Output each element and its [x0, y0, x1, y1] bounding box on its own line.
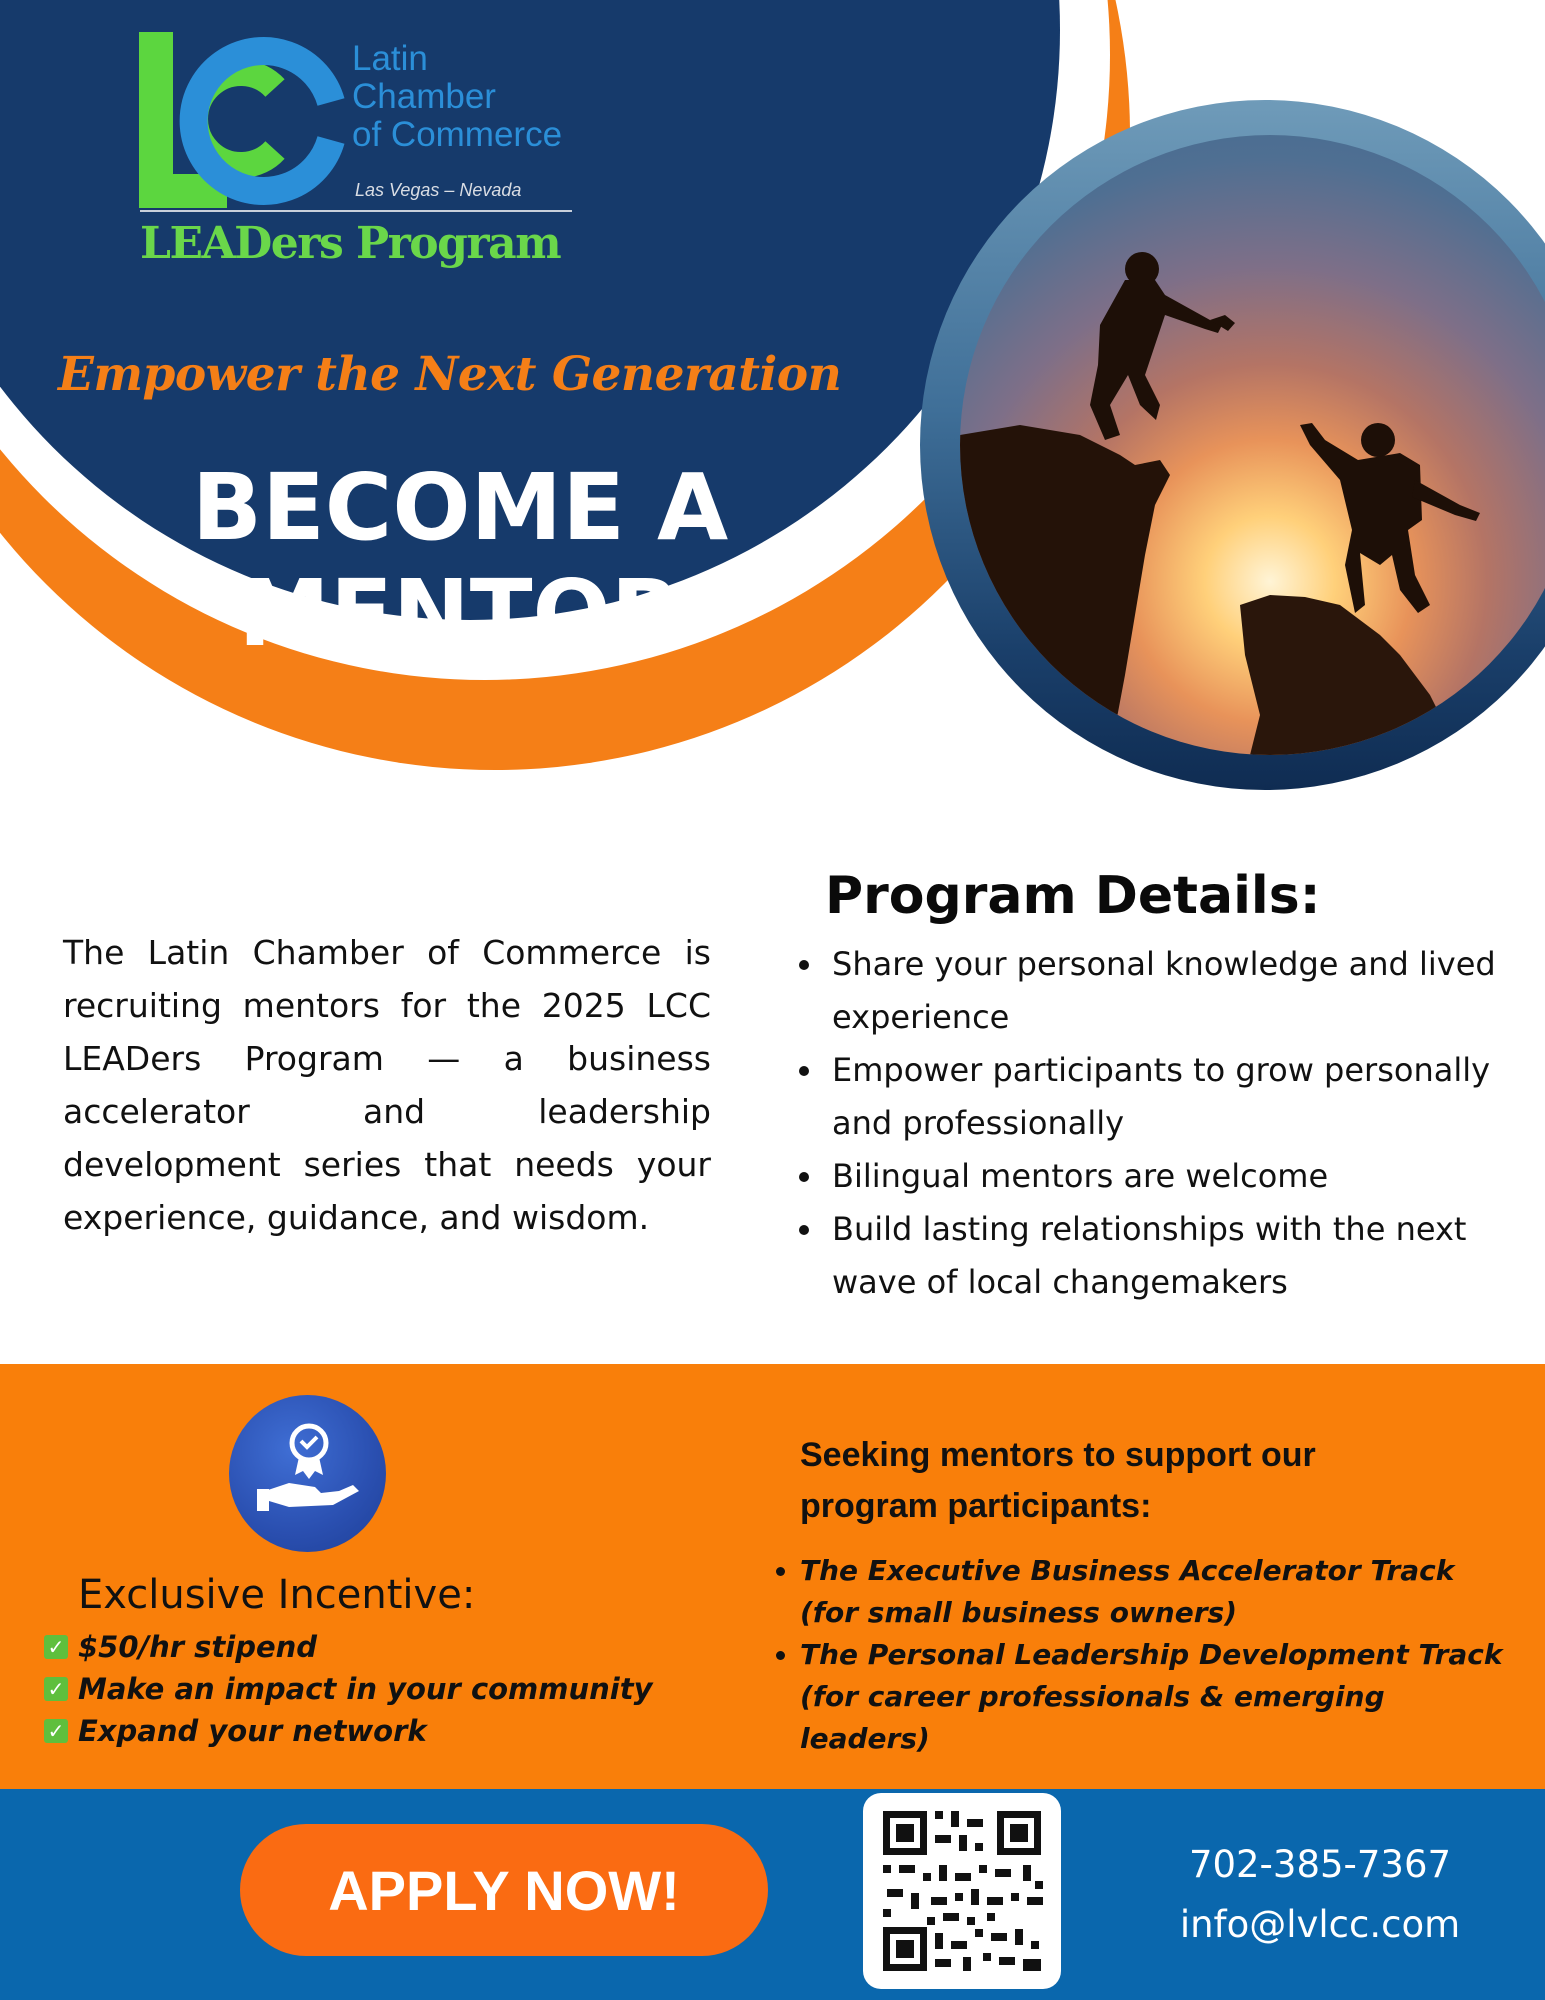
apply-now-button[interactable]: APPLY NOW! — [240, 1824, 768, 1956]
seeking-heading: Seeking mentors to support our program participants: — [800, 1436, 1316, 1525]
list-item: • Empower participants to grow personally and professionally — [826, 1044, 1526, 1150]
award-hand-glyph — [229, 1395, 386, 1552]
logo-location: Las Vegas – Nevada — [355, 180, 522, 200]
contact-email[interactable]: info@lvlcc.com — [1179, 1903, 1461, 1946]
list-item: • The Personal Leadership Development Track (for career professionals & emerging leaders) — [800, 1634, 1520, 1760]
logo-line-3: of Commerce — [352, 115, 563, 154]
checkmark-icon: ✓ — [44, 1719, 68, 1743]
program-details-heading: Program Details: — [825, 866, 1321, 926]
incentive-text: $50/hr stipend — [78, 1630, 318, 1664]
award-hand-icon — [229, 1395, 386, 1552]
qr-code[interactable] — [863, 1793, 1061, 1989]
logo-divider — [140, 210, 572, 212]
logo-org-name — [352, 40, 562, 154]
checkmark-icon: ✓ — [44, 1677, 68, 1701]
lcc-logo-mark — [135, 28, 353, 213]
climbers-helping-hand-photo — [960, 135, 1545, 755]
list-item: • The Executive Business Accelerator Track (for small business owners) — [800, 1550, 1520, 1634]
list-item: • Share your personal knowledge and lived experience — [826, 938, 1526, 1044]
list-item: • Build lasting relationships with the next wave of local changemakers — [826, 1203, 1526, 1309]
incentive-text: Expand your network — [78, 1714, 427, 1748]
contact-phone[interactable]: 702-385-7367 — [1188, 1843, 1452, 1886]
list-item — [44, 1626, 653, 1668]
logo-line-2: Chamber — [352, 77, 496, 116]
headline-line-1: BECOME A — [191, 454, 729, 561]
headline-line-2: MENTOR — [238, 560, 682, 667]
qr-code-icon — [863, 1793, 1061, 1989]
tracks-list — [764, 1550, 1520, 1760]
program-name: LEADers Program — [140, 218, 561, 269]
incentive-text: Make an impact in your community — [78, 1672, 653, 1706]
list-item — [44, 1710, 653, 1752]
incentive-heading: Exclusive Incentive: — [78, 1572, 476, 1618]
incentive-list — [44, 1626, 653, 1752]
logo-line-1: Latin — [352, 39, 428, 78]
checkmark-icon: ✓ — [44, 1635, 68, 1659]
contact-footer — [0, 1789, 1545, 2000]
page-title — [120, 455, 800, 667]
list-item: • Bilingual mentors are welcome — [826, 1150, 1526, 1203]
climbers-silhouette — [960, 135, 1545, 755]
tagline: Empower the Next Generation — [58, 347, 842, 402]
program-details-list — [790, 938, 1526, 1309]
list-item — [44, 1668, 653, 1710]
intro-paragraph: The Latin Chamber of Commerce is recruiting mentors for the 2025 LCC LEADers Program — a business accelerator and leadership development series that needs your experience, guidance, and wisdom. — [63, 933, 711, 1237]
